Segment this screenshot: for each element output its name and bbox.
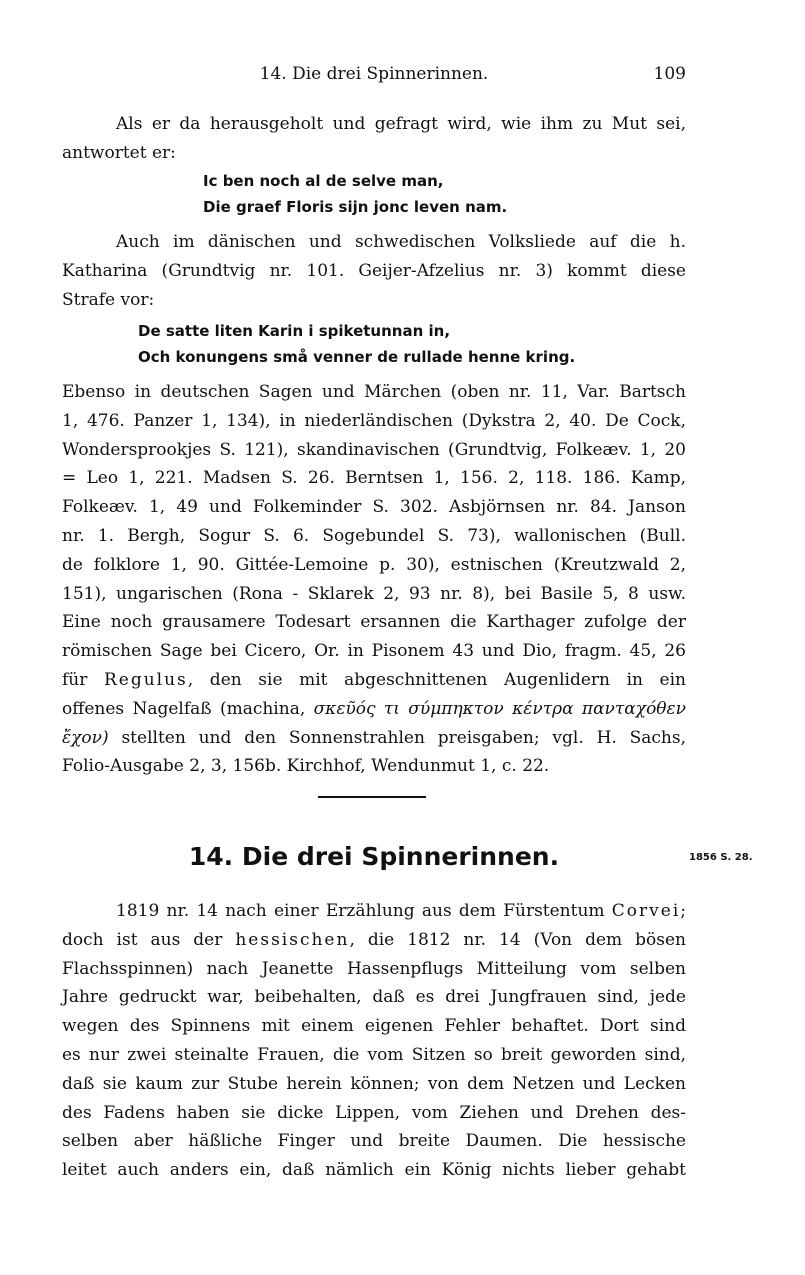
text-line: Folkeæv. 1, 49 und Folkeminder S. 302. Asbjörnsen nr. 84. Janson bbox=[62, 497, 686, 518]
text-run: stellten und den Sonnenstrahlen preisgaben; vgl. H. Sachs, bbox=[108, 727, 686, 748]
text-run: offenes Nagelfaß (machina, bbox=[62, 698, 314, 719]
text-run: für bbox=[62, 669, 104, 690]
text-line: leitet auch anders ein, daß nämlich ein König nichts lieber gehabt bbox=[62, 1160, 686, 1181]
text-run: , die 1812 nr. 14 (Von dem bösen bbox=[349, 929, 686, 950]
text-line: Katharina (Grundtvig nr. 101. Geijer-Afzelius nr. 3) kommt diese bbox=[62, 260, 686, 281]
text-line bbox=[62, 897, 686, 926]
greek-quotation: σκεῦός τι σύμπηκτον κέντρα πανταχόθεν bbox=[313, 698, 687, 719]
text-line bbox=[62, 724, 686, 753]
text-line: de folklore 1, 90. Gittée-Lemoine p. 30), estnischen (Kreutzwald 2, bbox=[62, 554, 686, 575]
paragraph-intro bbox=[62, 110, 686, 168]
text-run: doch ist aus der bbox=[62, 929, 236, 950]
margin-note: 1856 S. 28. bbox=[689, 852, 753, 863]
text-run: 1819 nr. 14 nach einer Erzählung aus dem Fürstentum bbox=[116, 901, 612, 921]
text-line: nr. 1. Bergh, Sogur S. 6. Sogebundel S. 73), wallonischen (Bull. bbox=[62, 525, 686, 546]
text-line: Ebenso in deutschen Sagen und Märchen (oben nr. 11, Var. Bartsch bbox=[62, 382, 686, 402]
spaced-word-hessischen: hessischen bbox=[235, 929, 350, 950]
spaced-name-corvei: Corvei bbox=[611, 901, 681, 921]
text-line: antwortet er: bbox=[62, 142, 176, 163]
text-line: Als er da herausgeholt und gefragt wird, wie ihm zu Mut sei, bbox=[116, 114, 686, 134]
text-line: Jahre gedruckt war, beibehalten, daß es drei Jungfrauen sind, jede bbox=[62, 987, 686, 1008]
text-run: , den sie mit abgeschnittenen Augenlidern in ein bbox=[187, 669, 687, 690]
text-line: Folio-Ausgabe 2, 3, 156b. Kirchhof, Wendunmut 1, c. 22. bbox=[62, 756, 550, 777]
text-line: es nur zwei steinalte Frauen, die vom Sitzen so breit geworden sind, bbox=[62, 1044, 686, 1065]
text-line: 151), ungarischen (Rona - Sklarek 2, 93 nr. 8), bei Basile 5, 8 usw. bbox=[62, 583, 686, 604]
text-line: 1, 476. Panzer 1, 134), in niederländischen (Dykstra 2, 40. De Cock, bbox=[62, 410, 686, 431]
paragraph-references bbox=[62, 378, 686, 781]
text-line: des Fadens haben sie dicke Lippen, vom Ziehen und Drehen des- bbox=[62, 1102, 686, 1123]
text-line: Strafe vor: bbox=[62, 289, 155, 310]
text-run: ; bbox=[680, 901, 686, 921]
text-line: römischen Sage bei Cicero, Or. in Pisonem 43 und Dio, fragm. 45, 26 bbox=[62, 641, 686, 662]
verse-quote-swedish bbox=[138, 318, 575, 370]
running-head bbox=[62, 64, 686, 92]
paragraph-danish-swedish bbox=[62, 228, 686, 314]
text-line: daß sie kaum zur Stube herein können; von dem Netzen und Lecken bbox=[62, 1073, 686, 1094]
text-line bbox=[62, 666, 686, 695]
greek-quotation: ἔχον) bbox=[62, 727, 109, 748]
text-line bbox=[62, 695, 686, 724]
text-line bbox=[62, 926, 686, 955]
running-head-title: 14. Die drei Spinnerinnen. bbox=[259, 64, 489, 84]
page-number: 109 bbox=[653, 64, 686, 84]
text-line: Wondersprookjes S. 121), skandinavischen (Grundtvig, Folkeæv. 1, 20 bbox=[62, 439, 686, 460]
text-line: selben aber häßliche Finger und breite Daumen. Die hessische bbox=[62, 1131, 686, 1152]
text-line: Eine noch grausamere Todesart ersannen die Karthager zufolge der bbox=[62, 612, 686, 633]
text-line: wegen des Spinnens mit einem eigenen Fehler behaftet. Dort sind bbox=[62, 1016, 686, 1037]
spaced-name-regulus: Regulus bbox=[103, 669, 188, 690]
verse-line: Die graef Floris sijn jonc leven nam. bbox=[203, 198, 508, 216]
text-line: = Leo 1, 221. Madsen S. 26. Berntsen 1, 156. 2, 118. 186. Kamp, bbox=[62, 468, 686, 489]
paragraph-section-14 bbox=[62, 897, 686, 1185]
verse-line: Och konungens små venner de rullade henne kring. bbox=[138, 348, 576, 366]
verse-line: Ic ben noch al de selve man, bbox=[203, 172, 444, 190]
text-line: Auch im dänischen und schwedischen Volksliede auf die h. bbox=[116, 232, 686, 252]
section-divider bbox=[318, 796, 426, 798]
verse-line: De satte liten Karin i spiketunnan in, bbox=[138, 322, 451, 340]
section-heading: 14. Die drei Spinnerinnen. bbox=[188, 842, 560, 871]
verse-quote-dutch bbox=[203, 168, 507, 220]
text-line: Flachsspinnen) nach Jeanette Hassenpflugs Mitteilung vom selben bbox=[62, 958, 686, 979]
